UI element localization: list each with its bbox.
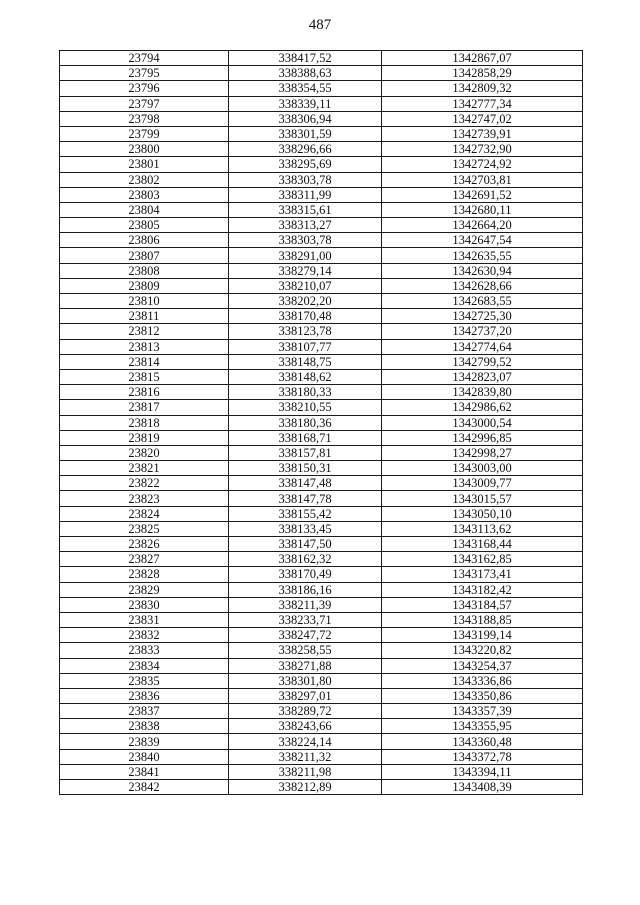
x-coordinate-cell: 338162,32 — [229, 552, 382, 567]
point-number-cell: 23841 — [60, 764, 229, 779]
y-coordinate-cell: 1342664,20 — [382, 218, 583, 233]
y-coordinate-cell: 1343000,54 — [382, 415, 583, 430]
point-number-cell: 23810 — [60, 294, 229, 309]
table-row — [60, 218, 583, 233]
x-coordinate-cell: 338212,89 — [229, 780, 382, 795]
table-row — [60, 354, 583, 369]
point-number-cell: 23823 — [60, 491, 229, 506]
y-coordinate-cell: 1342774,64 — [382, 339, 583, 354]
table-row — [60, 278, 583, 293]
x-coordinate-cell: 338247,72 — [229, 628, 382, 643]
x-coordinate-cell: 338301,59 — [229, 126, 382, 141]
page-number: 487 — [308, 17, 332, 33]
x-coordinate-cell: 338279,14 — [229, 263, 382, 278]
point-number-cell: 23842 — [60, 780, 229, 795]
y-coordinate-cell: 1343254,37 — [382, 658, 583, 673]
point-number-cell: 23840 — [60, 749, 229, 764]
point-number-cell: 23830 — [60, 597, 229, 612]
point-number-cell: 23821 — [60, 461, 229, 476]
x-coordinate-cell: 338147,50 — [229, 537, 382, 552]
x-coordinate-cell: 338388,63 — [229, 66, 382, 81]
x-coordinate-cell: 338258,55 — [229, 643, 382, 658]
table-row — [60, 521, 583, 536]
x-coordinate-cell: 338315,61 — [229, 202, 382, 217]
table-row — [60, 309, 583, 324]
table-row — [60, 430, 583, 445]
y-coordinate-cell: 1342799,52 — [382, 354, 583, 369]
point-number-cell: 23801 — [60, 157, 229, 172]
y-coordinate-cell: 1343015,57 — [382, 491, 583, 506]
y-coordinate-cell: 1343113,62 — [382, 521, 583, 536]
y-coordinate-cell: 1342683,55 — [382, 294, 583, 309]
y-coordinate-cell: 1342777,34 — [382, 96, 583, 111]
point-number-cell: 23838 — [60, 719, 229, 734]
point-number-cell: 23822 — [60, 476, 229, 491]
point-number-cell: 23818 — [60, 415, 229, 430]
y-coordinate-cell: 1342724,92 — [382, 157, 583, 172]
table-row — [60, 51, 583, 66]
y-coordinate-cell: 1342858,29 — [382, 66, 583, 81]
table-row — [60, 567, 583, 582]
table-row — [60, 461, 583, 476]
table-row — [60, 369, 583, 384]
y-coordinate-cell: 1342737,20 — [382, 324, 583, 339]
point-number-cell: 23795 — [60, 66, 229, 81]
x-coordinate-cell: 338301,80 — [229, 673, 382, 688]
table-row — [60, 491, 583, 506]
table-row — [60, 111, 583, 126]
y-coordinate-cell: 1342986,62 — [382, 400, 583, 415]
point-number-cell: 23798 — [60, 111, 229, 126]
table-row — [60, 537, 583, 552]
point-number-cell: 23805 — [60, 218, 229, 233]
table-row — [60, 734, 583, 749]
table-row — [60, 339, 583, 354]
table-row — [60, 643, 583, 658]
y-coordinate-cell: 1342998,27 — [382, 445, 583, 460]
point-number-cell: 23833 — [60, 643, 229, 658]
point-number-cell: 23816 — [60, 385, 229, 400]
y-coordinate-cell: 1343188,85 — [382, 612, 583, 627]
x-coordinate-cell: 338339,11 — [229, 96, 382, 111]
y-coordinate-cell: 1342739,91 — [382, 126, 583, 141]
table-row — [60, 294, 583, 309]
y-coordinate-cell: 1342823,07 — [382, 369, 583, 384]
x-coordinate-cell: 338211,39 — [229, 597, 382, 612]
point-number-cell: 23803 — [60, 187, 229, 202]
table-row — [60, 658, 583, 673]
table-row — [60, 324, 583, 339]
x-coordinate-cell: 338170,48 — [229, 309, 382, 324]
point-number-cell: 23834 — [60, 658, 229, 673]
point-number-cell: 23799 — [60, 126, 229, 141]
y-coordinate-cell: 1342839,80 — [382, 385, 583, 400]
x-coordinate-cell: 338295,69 — [229, 157, 382, 172]
table-row — [60, 157, 583, 172]
table-row — [60, 202, 583, 217]
y-coordinate-cell: 1343220,82 — [382, 643, 583, 658]
x-coordinate-cell: 338417,52 — [229, 51, 382, 66]
point-number-cell: 23836 — [60, 688, 229, 703]
x-coordinate-cell: 338210,07 — [229, 278, 382, 293]
point-number-cell: 23827 — [60, 552, 229, 567]
x-coordinate-cell: 338147,48 — [229, 476, 382, 491]
x-coordinate-cell: 338148,75 — [229, 354, 382, 369]
table-row — [60, 81, 583, 96]
y-coordinate-cell: 1342867,07 — [382, 51, 583, 66]
table-row — [60, 688, 583, 703]
table-row — [60, 597, 583, 612]
table-row — [60, 780, 583, 795]
table-row — [60, 126, 583, 141]
x-coordinate-cell: 338147,78 — [229, 491, 382, 506]
point-number-cell: 23802 — [60, 172, 229, 187]
y-coordinate-cell: 1343199,14 — [382, 628, 583, 643]
x-coordinate-cell: 338303,78 — [229, 172, 382, 187]
x-coordinate-cell: 338211,98 — [229, 764, 382, 779]
point-number-cell: 23809 — [60, 278, 229, 293]
y-coordinate-cell: 1342630,94 — [382, 263, 583, 278]
x-coordinate-cell: 338303,78 — [229, 233, 382, 248]
point-number-cell: 23825 — [60, 521, 229, 536]
table-row — [60, 263, 583, 278]
x-coordinate-cell: 338155,42 — [229, 506, 382, 521]
x-coordinate-cell: 338311,99 — [229, 187, 382, 202]
y-coordinate-cell: 1343357,39 — [382, 704, 583, 719]
x-coordinate-cell: 338291,00 — [229, 248, 382, 263]
x-coordinate-cell: 338123,78 — [229, 324, 382, 339]
x-coordinate-cell: 338107,77 — [229, 339, 382, 354]
coordinates-table-body — [60, 51, 583, 795]
y-coordinate-cell: 1342680,11 — [382, 202, 583, 217]
x-coordinate-cell: 338180,33 — [229, 385, 382, 400]
x-coordinate-cell: 338133,45 — [229, 521, 382, 536]
table-row — [60, 476, 583, 491]
table-row — [60, 673, 583, 688]
table-row — [60, 506, 583, 521]
x-coordinate-cell: 338271,88 — [229, 658, 382, 673]
point-number-cell: 23832 — [60, 628, 229, 643]
point-number-cell: 23806 — [60, 233, 229, 248]
y-coordinate-cell: 1343184,57 — [382, 597, 583, 612]
y-coordinate-cell: 1343182,42 — [382, 582, 583, 597]
y-coordinate-cell: 1342647,54 — [382, 233, 583, 248]
table-row — [60, 400, 583, 415]
table-row — [60, 385, 583, 400]
x-coordinate-cell: 338186,16 — [229, 582, 382, 597]
table-row — [60, 445, 583, 460]
table-row — [60, 142, 583, 157]
y-coordinate-cell: 1343050,10 — [382, 506, 583, 521]
point-number-cell: 23828 — [60, 567, 229, 582]
x-coordinate-cell: 338297,01 — [229, 688, 382, 703]
y-coordinate-cell: 1343173,41 — [382, 567, 583, 582]
point-number-cell: 23824 — [60, 506, 229, 521]
x-coordinate-cell: 338306,94 — [229, 111, 382, 126]
y-coordinate-cell: 1342635,55 — [382, 248, 583, 263]
point-number-cell: 23813 — [60, 339, 229, 354]
y-coordinate-cell: 1343168,44 — [382, 537, 583, 552]
point-number-cell: 23819 — [60, 430, 229, 445]
table-row — [60, 248, 583, 263]
point-number-cell: 23831 — [60, 612, 229, 627]
y-coordinate-cell: 1343372,78 — [382, 749, 583, 764]
table-row — [60, 172, 583, 187]
y-coordinate-cell: 1342691,52 — [382, 187, 583, 202]
x-coordinate-cell: 338210,55 — [229, 400, 382, 415]
x-coordinate-cell: 338180,36 — [229, 415, 382, 430]
point-number-cell: 23808 — [60, 263, 229, 278]
point-number-cell: 23812 — [60, 324, 229, 339]
point-number-cell: 23829 — [60, 582, 229, 597]
table-row — [60, 612, 583, 627]
table-row — [60, 719, 583, 734]
point-number-cell: 23815 — [60, 369, 229, 384]
table-row — [60, 233, 583, 248]
x-coordinate-cell: 338289,72 — [229, 704, 382, 719]
x-coordinate-cell: 338354,55 — [229, 81, 382, 96]
y-coordinate-cell: 1343336,86 — [382, 673, 583, 688]
point-number-cell: 23800 — [60, 142, 229, 157]
x-coordinate-cell: 338157,81 — [229, 445, 382, 460]
table-row — [60, 704, 583, 719]
table-row — [60, 764, 583, 779]
point-number-cell: 23839 — [60, 734, 229, 749]
y-coordinate-cell: 1343350,86 — [382, 688, 583, 703]
table-row — [60, 628, 583, 643]
point-number-cell: 23814 — [60, 354, 229, 369]
table-row — [60, 552, 583, 567]
point-number-cell: 23811 — [60, 309, 229, 324]
y-coordinate-cell: 1343009,77 — [382, 476, 583, 491]
x-coordinate-cell: 338170,49 — [229, 567, 382, 582]
point-number-cell: 23807 — [60, 248, 229, 263]
x-coordinate-cell: 338150,31 — [229, 461, 382, 476]
x-coordinate-cell: 338224,14 — [229, 734, 382, 749]
point-number-cell: 23794 — [60, 51, 229, 66]
table-row — [60, 66, 583, 81]
table-row — [60, 96, 583, 111]
y-coordinate-cell: 1342725,30 — [382, 309, 583, 324]
point-number-cell: 23820 — [60, 445, 229, 460]
x-coordinate-cell: 338233,71 — [229, 612, 382, 627]
point-number-cell: 23817 — [60, 400, 229, 415]
x-coordinate-cell: 338202,20 — [229, 294, 382, 309]
y-coordinate-cell: 1342732,90 — [382, 142, 583, 157]
y-coordinate-cell: 1343162,85 — [382, 552, 583, 567]
point-number-cell: 23837 — [60, 704, 229, 719]
y-coordinate-cell: 1343360,48 — [382, 734, 583, 749]
coordinates-table — [59, 50, 583, 795]
table-row — [60, 187, 583, 202]
y-coordinate-cell: 1342996,85 — [382, 430, 583, 445]
y-coordinate-cell: 1343408,39 — [382, 780, 583, 795]
x-coordinate-cell: 338168,71 — [229, 430, 382, 445]
y-coordinate-cell: 1343355,95 — [382, 719, 583, 734]
point-number-cell: 23835 — [60, 673, 229, 688]
x-coordinate-cell: 338148,62 — [229, 369, 382, 384]
point-number-cell: 23804 — [60, 202, 229, 217]
y-coordinate-cell: 1342809,32 — [382, 81, 583, 96]
point-number-cell: 23797 — [60, 96, 229, 111]
x-coordinate-cell: 338243,66 — [229, 719, 382, 734]
x-coordinate-cell: 338313,27 — [229, 218, 382, 233]
table-row — [60, 582, 583, 597]
x-coordinate-cell: 338211,32 — [229, 749, 382, 764]
table-row — [60, 749, 583, 764]
y-coordinate-cell: 1342628,66 — [382, 278, 583, 293]
point-number-cell: 23796 — [60, 81, 229, 96]
y-coordinate-cell: 1342703,81 — [382, 172, 583, 187]
y-coordinate-cell: 1343003,00 — [382, 461, 583, 476]
y-coordinate-cell: 1342747,02 — [382, 111, 583, 126]
point-number-cell: 23826 — [60, 537, 229, 552]
table-row — [60, 415, 583, 430]
y-coordinate-cell: 1343394,11 — [382, 764, 583, 779]
x-coordinate-cell: 338296,66 — [229, 142, 382, 157]
